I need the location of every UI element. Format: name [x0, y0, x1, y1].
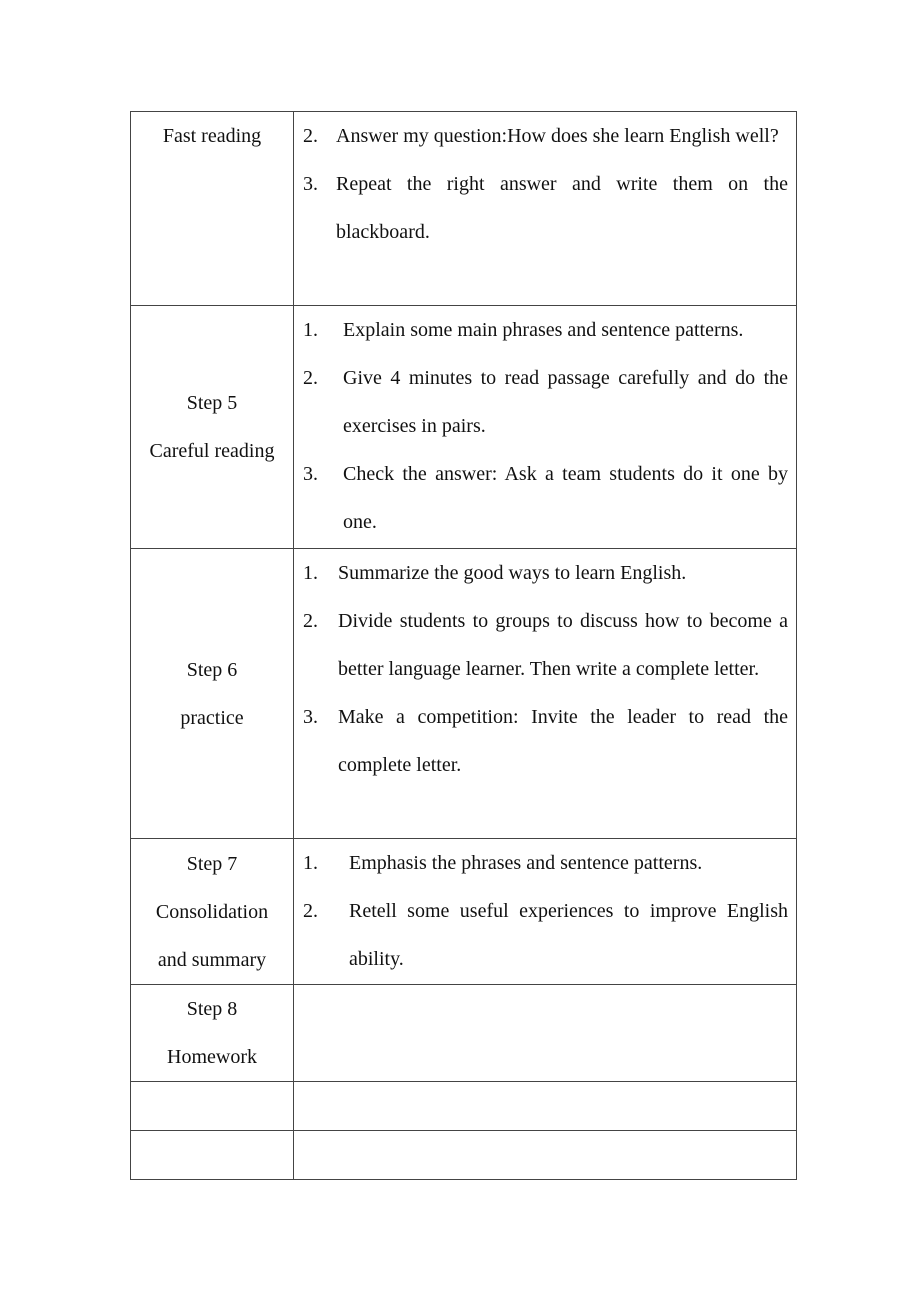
table-row-step-5 [131, 306, 797, 549]
item-text: Answer my question:How does she learn English well? [336, 125, 779, 147]
item-text: Check the answer: Ask a team students do it one by one. [343, 463, 788, 533]
list-item [303, 693, 788, 789]
list-item [303, 354, 788, 450]
item-number: 2. [303, 367, 318, 389]
step-label-cell [131, 839, 294, 985]
list-item [303, 549, 788, 597]
list-item [303, 887, 788, 983]
item-text: Repeat the right answer and write them on the blackboard. [336, 173, 788, 243]
step-label: Step 5 [186, 392, 238, 414]
table-row-step-6 [131, 549, 797, 839]
step-list [294, 549, 796, 789]
empty-cell [131, 1082, 294, 1131]
step-content-cell [294, 112, 797, 306]
item-number: 3. [303, 173, 318, 195]
item-number: 2. [303, 900, 318, 922]
table-row-step-8 [131, 985, 797, 1082]
item-text: Explain some main phrases and sentence patterns. [343, 319, 744, 341]
item-number: 3. [303, 463, 318, 485]
step-content-cell [294, 839, 797, 985]
item-text: Give 4 minutes to read passage carefully and do the exercises in pairs. [343, 367, 788, 437]
list-item [303, 597, 788, 693]
step-list [294, 839, 796, 983]
empty-cell [131, 1131, 294, 1180]
item-text: Divide students to groups to discuss how to become a better language learner. Then write a complete letter. [338, 610, 788, 680]
table-row-empty [131, 1082, 797, 1131]
item-number: 2. [303, 125, 318, 147]
empty-cell [294, 1131, 797, 1180]
item-text: Summarize the good ways to learn English. [338, 562, 687, 584]
step-label-cell [131, 549, 294, 839]
item-text: Retell some useful experiences to improve English ability. [349, 900, 788, 970]
step-list [294, 306, 796, 546]
lesson-plan-table [130, 111, 797, 1180]
list-item [303, 112, 788, 160]
item-number: 2. [303, 610, 318, 632]
item-number: 1. [303, 852, 318, 874]
list-item [303, 450, 788, 546]
step-label: Step 8 [186, 998, 238, 1020]
table-row-empty [131, 1131, 797, 1180]
step-label-cell [131, 112, 294, 306]
step-label-cell [131, 306, 294, 549]
table-row-step-7 [131, 839, 797, 985]
list-item [303, 839, 788, 887]
item-number: 1. [303, 562, 318, 584]
item-text: Emphasis the phrases and sentence patterns. [349, 852, 703, 874]
step-label-cell [131, 985, 294, 1082]
item-number: 1. [303, 319, 318, 341]
step-label: practice [180, 706, 244, 729]
step-content-cell [294, 985, 797, 1082]
step-label: Step 7 [186, 852, 238, 875]
step-label: Consolidation [155, 900, 269, 923]
step-label: and summary [157, 948, 267, 971]
list-item [303, 306, 788, 354]
table-row-fast-reading [131, 112, 797, 306]
step-label: Step 6 [186, 658, 238, 681]
empty-cell [294, 1082, 797, 1131]
list-item [303, 160, 788, 256]
step-list [294, 112, 796, 256]
step-label: Homework [167, 1046, 257, 1068]
step-label: Careful reading [149, 440, 275, 462]
step-content-cell [294, 549, 797, 839]
step-label: Fast reading [162, 125, 262, 147]
item-number: 3. [303, 706, 318, 728]
item-text: Make a competition: Invite the leader to read the complete letter. [338, 706, 788, 776]
step-content-cell [294, 306, 797, 549]
